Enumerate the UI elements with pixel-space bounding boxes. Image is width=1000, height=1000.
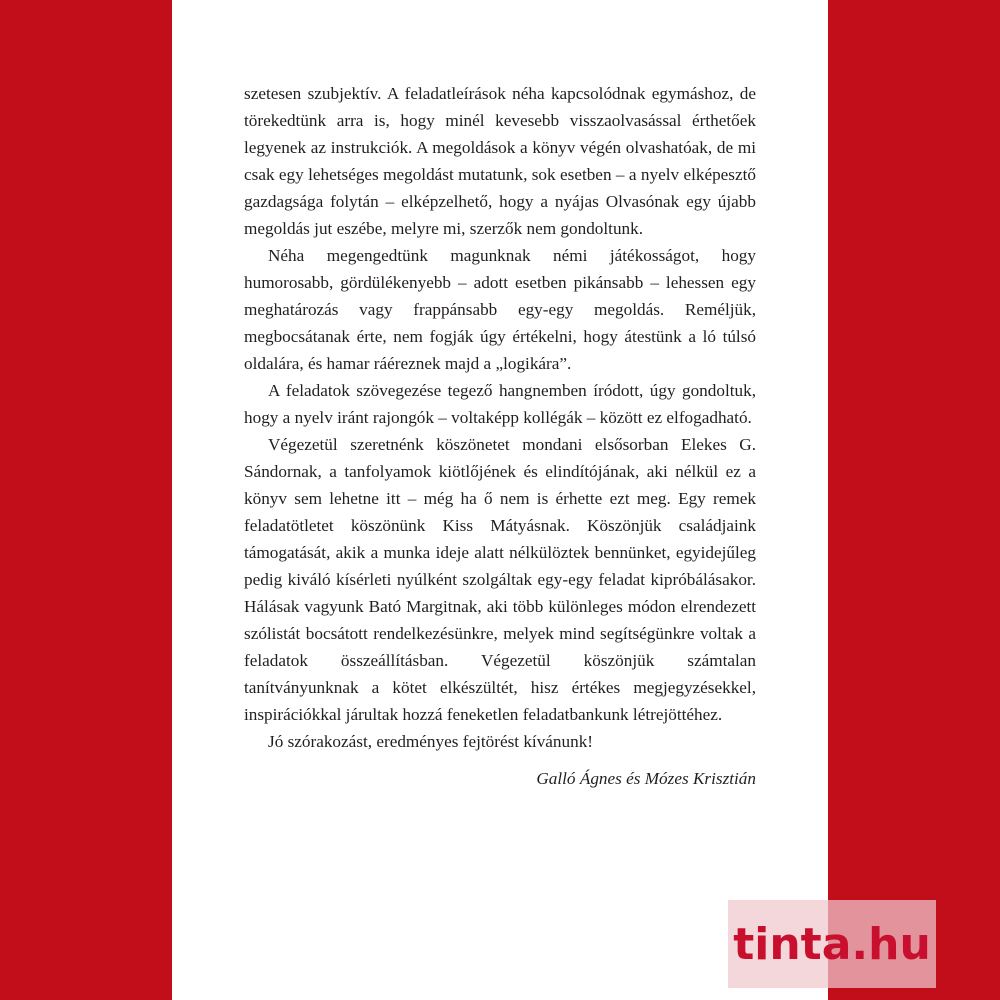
tinta-watermark-logo: tinta.hu (728, 900, 936, 988)
paragraph-acknowledgements: Végezetül szeretnénk köszönetet mondani elsősorban Elekes G. Sándornak, a tanfolyamok kiötlőjének és elindítójának, aki nélkül ez a könyv sem lehetne itt – még ha ő nem is érhette ezt meg. Egy remek feladatötletet köszönünk Kiss Mátyásnak. Köszönjük családjaink támogatását, akik a munka ideje alatt nélkülöztek bennünket, egyidejűleg pedig kiváló kísérleti nyúlként szolgáltak egy-egy feladat kipróbálásakor. Hálásak vagyunk Bató Margitnak, aki több különleges módon elrendezett szólistát bocsátott rendelkezésünkre, melyek mind segítségünkre voltak a feladatok összeállításban. Végezetül köszönjük számtalan tanítványunknak a kötet elkészültét, hisz értékes megjegyzésekkel, inspirációkkal járultak hozzá feneketlen feladatbankunk létrejöttéhez. (244, 435, 756, 724)
body-text (244, 80, 756, 792)
paragraph-tone: A feladatok szövegezése tegező hangnemben íródott, úgy gondoltuk, hogy a nyelv iránt rajongók – voltaképp kollégák – között ez elfogadható. (244, 381, 756, 427)
author-signature: Galló Ágnes és Mózes Krisztián (536, 769, 756, 788)
book-page (172, 0, 828, 1000)
paragraph-playfulness: Néha megengedtünk magunknak némi játékosságot, hogy humorosabb, gördülékenyebb – adott esetben pikánsabb – lehessen egy meghatározás vagy frappánsabb egy-egy megoldás. Reméljük, megbocsátanak érte, nem fogják úgy értékelni, hogy átestünk a ló túlsó oldalára, és hamar ráéreznek majd a „logikára”. (244, 246, 756, 373)
paragraph-continuation: szetesen szubjektív. A feladatleírások néha kapcsolódnak egymáshoz, de törekedtünk arra is, hogy minél kevesebb visszaolvasással érthetőek legyenek az instrukciók. A megoldások a könyv végén olvashatóak, de mi csak egy lehetséges megoldást mutatunk, sok esetben – a nyelv elképesztő gazdagsága folytán – elképzelhető, hogy a nyájas Olvasónak egy újabb megoldás jut eszébe, melyre mi, szerzők nem gondoltunk. (244, 84, 756, 238)
paragraph-closing-wish: Jó szórakozást, eredményes fejtörést kívánunk! (268, 732, 594, 751)
